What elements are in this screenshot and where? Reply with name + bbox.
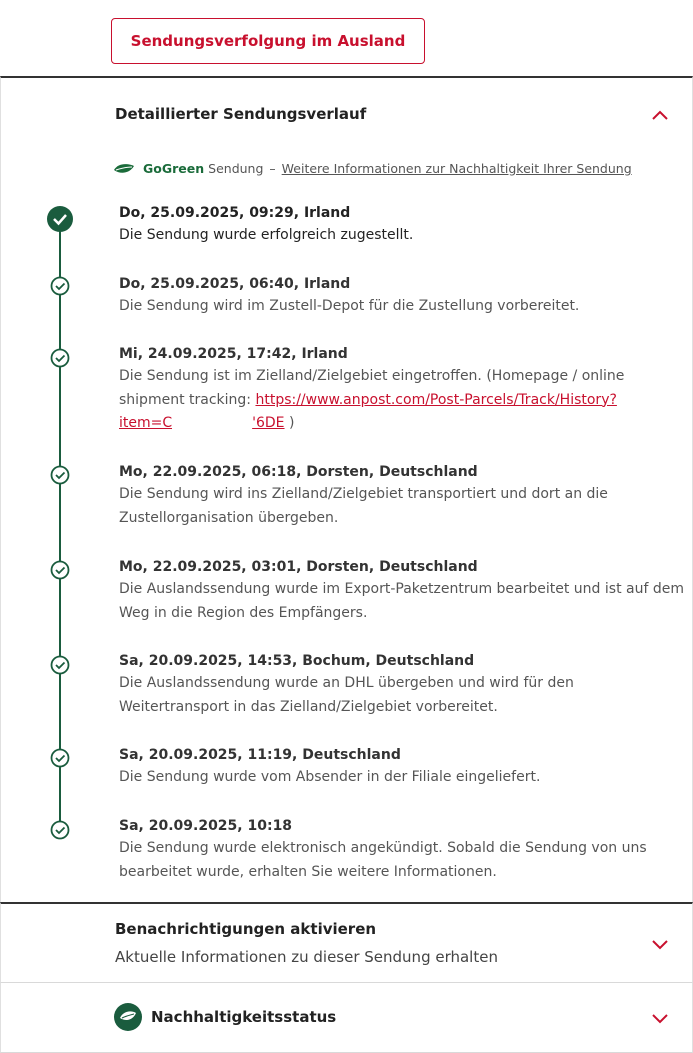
redacted-area (172, 415, 252, 431)
event-desc: Die Sendung wird ins Zielland/Zielgebiet transportiert und dort an die Zustellorganisation übergeben. (119, 486, 608, 526)
sustainability-panel[interactable] (0, 982, 693, 1053)
event-desc: Die Sendung wurde erfolgreich zugestellt. (119, 227, 414, 243)
gogreen-separator: – (269, 161, 276, 176)
history-event (119, 344, 684, 436)
link-text: '6DE (252, 415, 285, 431)
event-head: Sa, 20.09.2025, 11:19, Deutschland (119, 747, 401, 763)
chevron-down-icon[interactable] (650, 934, 670, 954)
check-circle-icon (50, 465, 70, 485)
leaf-badge-icon (114, 1003, 142, 1031)
tracking-abroad-button[interactable]: Sendungsverfolgung im Ausland (111, 18, 425, 64)
event-desc-text: Die Sendung ist im Zielland/Zielgebiet eingetroffen. (Homepage / online shipment tracking: (119, 368, 625, 408)
notifications-panel[interactable] (0, 902, 693, 982)
notifications-subtitle: Aktuelle Informationen zu dieser Sendung erhalten (115, 948, 498, 966)
history-title: Detaillierter Sendungsverlauf (115, 105, 367, 123)
link-text: https://www.anpost.com/Post-Parcels/Track/History? (255, 391, 617, 408)
chevron-down-icon[interactable] (650, 1008, 670, 1028)
history-event (119, 651, 684, 719)
sustainability-title: Nachhaltigkeitsstatus (151, 1008, 337, 1026)
event-head: Sa, 20.09.2025, 10:18 (119, 818, 293, 834)
gogreen-brand: GoGreen (143, 161, 205, 176)
gogreen-info (113, 161, 632, 176)
event-desc: Die Sendung wurde elektronisch angekündigt. Sobald die Sendung von uns bearbeitet wurde, erhalten Sie weitere Informationen. (119, 840, 647, 880)
event-head: Mo, 22.09.2025, 06:18, Dorsten, Deutschland (119, 464, 478, 480)
event-desc: Die Sendung wird im Zustell-Depot für die Zustellung vorbereitet. (119, 298, 580, 314)
event-desc-text: ) (288, 415, 295, 431)
history-event (119, 462, 684, 530)
check-circle-icon (50, 276, 70, 296)
check-circle-icon (50, 560, 70, 580)
history-event (119, 274, 684, 319)
check-circle-icon (50, 655, 70, 675)
event-desc: Die Auslandssendung wurde im Export-Paketzentrum bearbeitet und ist auf dem Weg in die Region des Empfängers. (119, 581, 684, 621)
link-text: item=C (119, 415, 173, 431)
event-head: Mi, 24.09.2025, 17:42, Irland (119, 346, 348, 362)
chevron-up-icon[interactable] (650, 105, 670, 125)
history-event (119, 557, 684, 625)
gogreen-suffix: Sendung (208, 161, 264, 176)
timeline-line (59, 218, 61, 830)
notifications-title: Benachrichtigungen aktivieren (115, 920, 377, 938)
leaf-icon (113, 162, 135, 176)
history-event (119, 203, 684, 248)
sustainability-info-link[interactable]: Weitere Informationen zur Nachhaltigkeit Ihrer Sendung (281, 161, 632, 176)
event-head: Sa, 20.09.2025, 14:53, Bochum, Deutschland (119, 653, 475, 669)
event-desc: Die Auslandssendung wurde an DHL übergeben und wird für den Weitertransport in das Zielland/Zielgebiet vorbereitet. (119, 675, 574, 715)
event-head: Do, 25.09.2025, 06:40, Irland (119, 276, 351, 292)
history-event (119, 745, 684, 790)
delivered-check-icon (46, 205, 74, 233)
check-circle-icon (50, 348, 70, 368)
event-desc: Die Sendung wurde vom Absender in der Filiale eingeliefert. (119, 769, 541, 785)
history-event (119, 816, 684, 884)
check-circle-icon (50, 820, 70, 840)
event-desc (119, 365, 684, 436)
event-head: Do, 25.09.2025, 09:29, Irland (119, 205, 351, 221)
check-circle-icon (50, 748, 70, 768)
shipment-history-panel (0, 76, 693, 902)
event-head: Mo, 22.09.2025, 03:01, Dorsten, Deutschland (119, 559, 478, 575)
